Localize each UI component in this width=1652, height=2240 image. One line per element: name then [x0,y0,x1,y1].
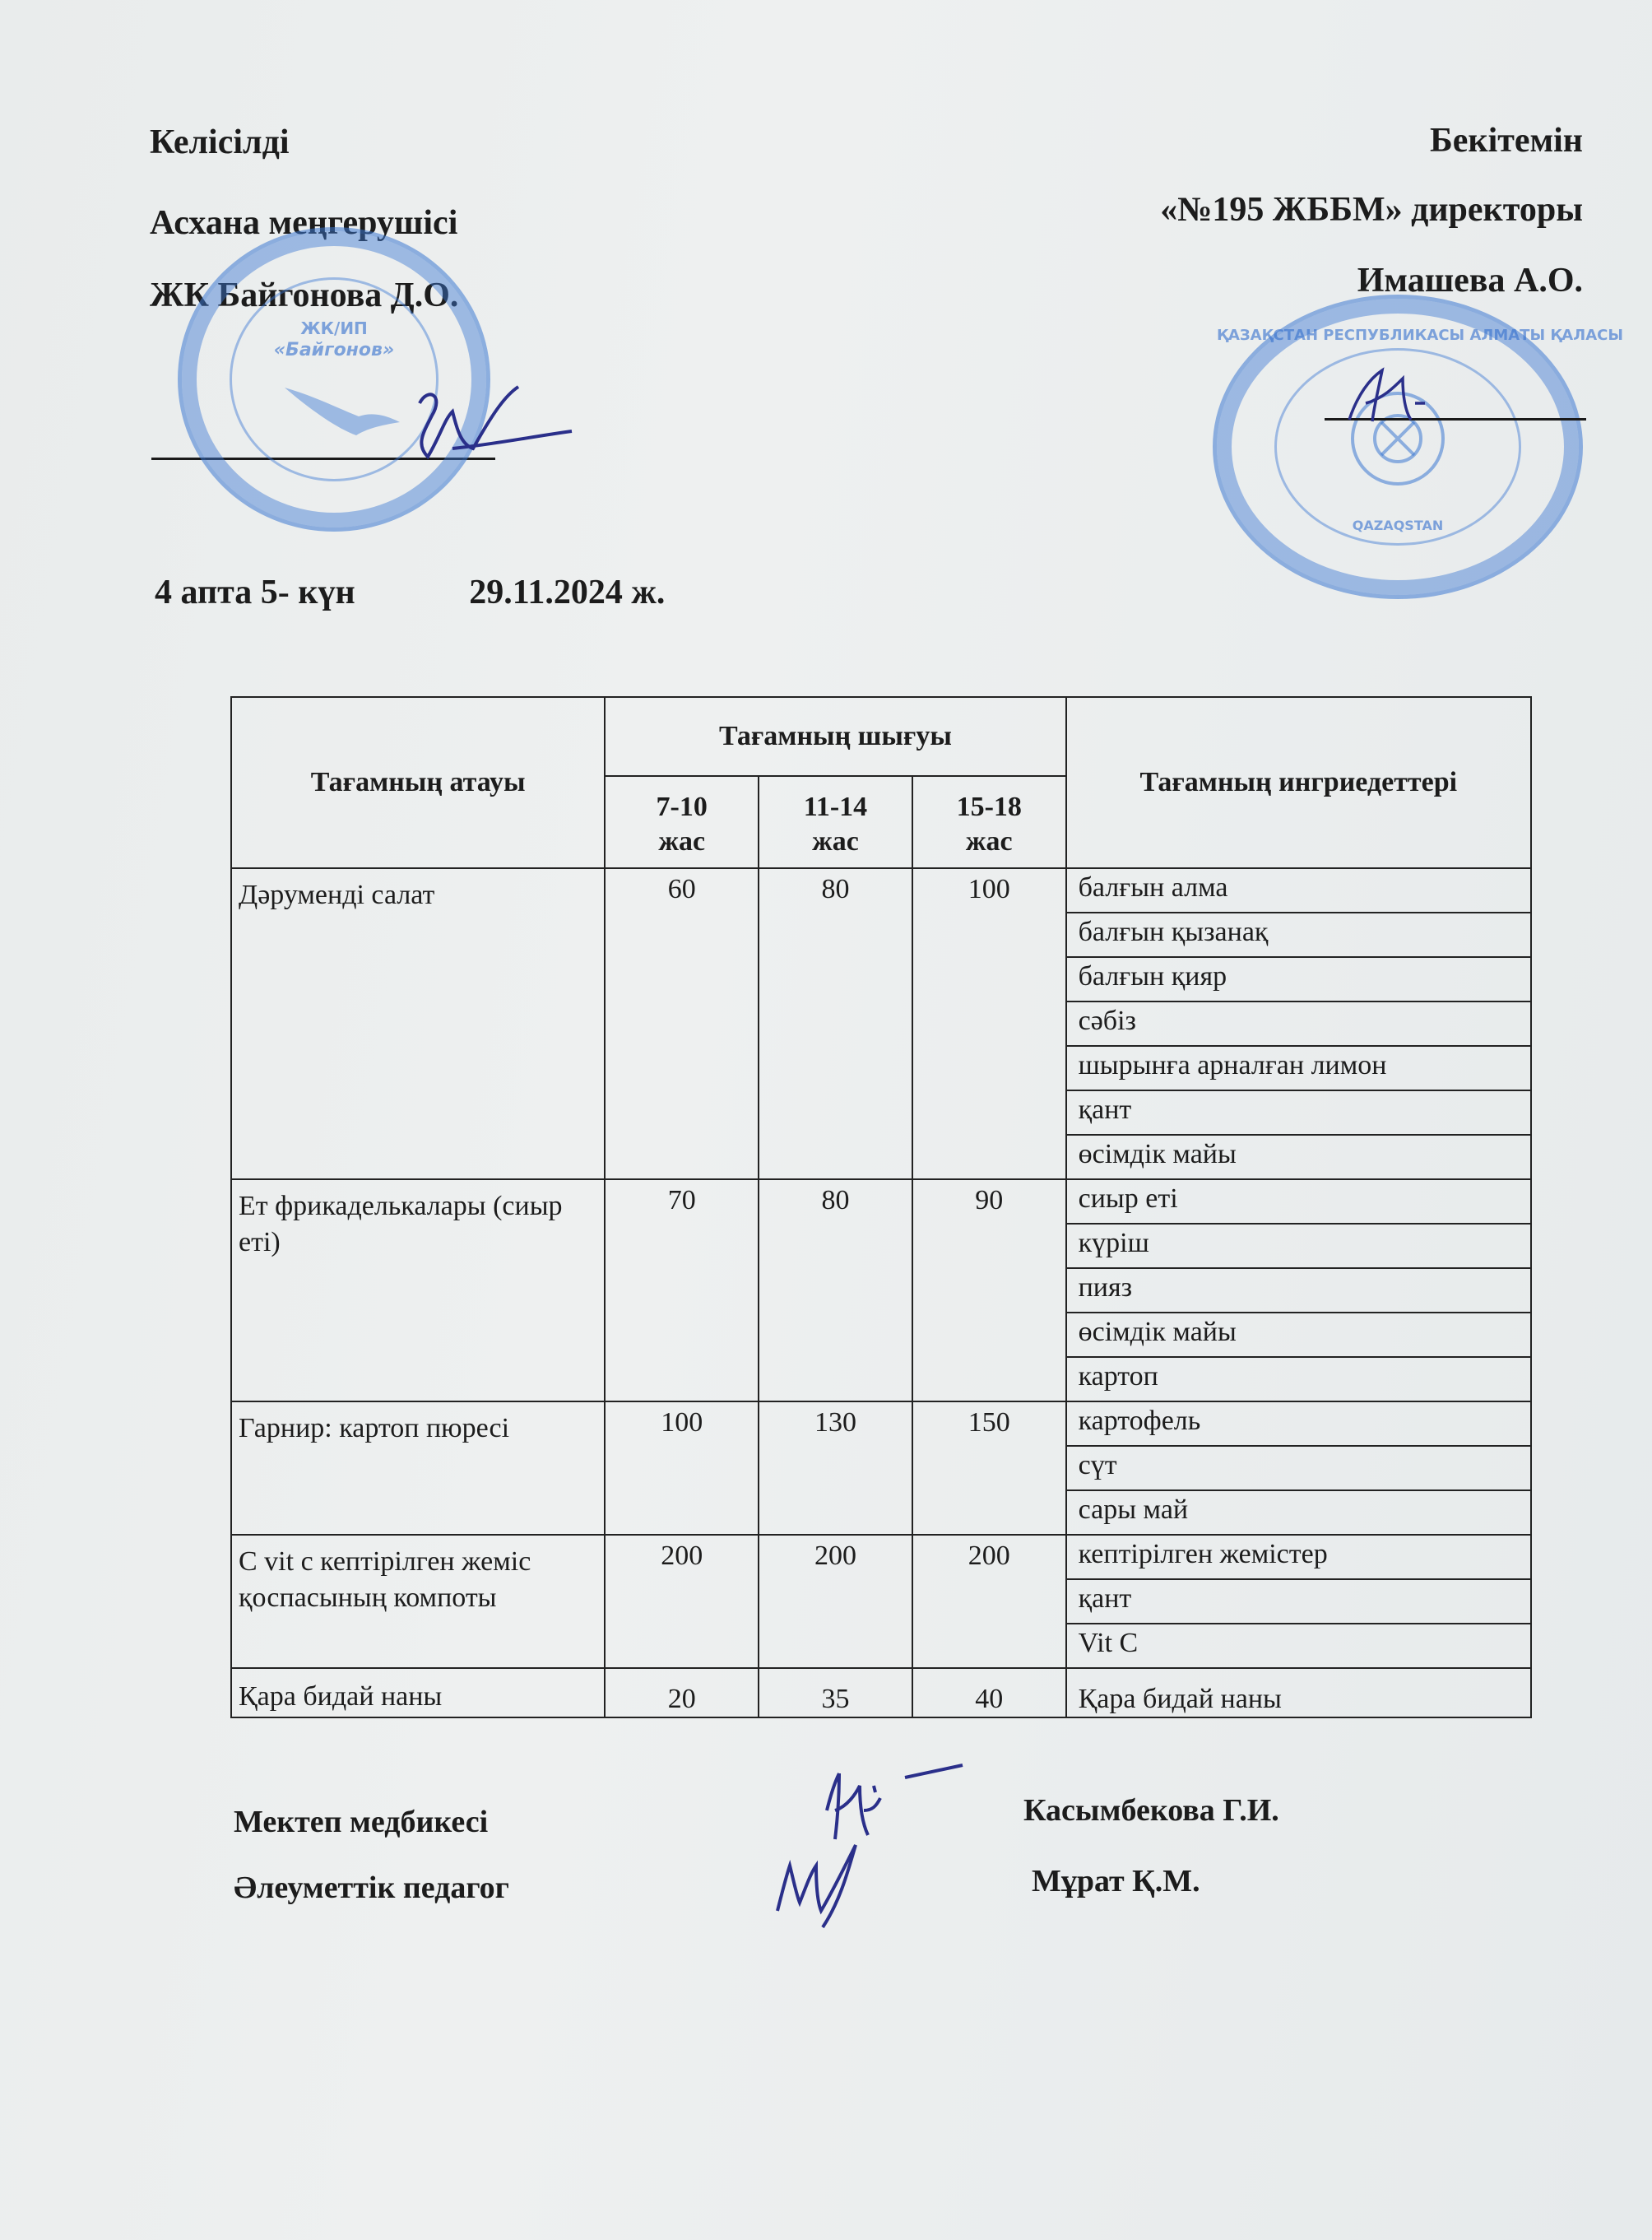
ingredient: Қара бидай наны [1066,1668,1531,1717]
ingredient: кептірілген жемістер [1066,1535,1531,1579]
menu-date: 29.11.2024 ж. [469,574,666,611]
header-output: Тағамның шығуы [605,697,1065,776]
table-row [231,1401,1531,1446]
nurse-name: Касымбекова Г.И. [1023,1793,1279,1828]
approved-label: Бекітемін [1429,122,1583,160]
canteen-head-signature [395,379,576,469]
header-age-15-18 [912,776,1066,868]
week-day-label: 4 апта 5- күн [155,574,355,611]
ingredient: сиыр еті [1066,1179,1531,1224]
ingredient: Vit C [1066,1624,1531,1668]
director-signature [1333,362,1448,428]
menu-table [230,696,1532,1718]
portion-11-14: 80 [759,868,912,1179]
age-unit: жас [812,826,859,857]
portion-15-18: 40 [912,1668,1066,1717]
canteen-head-position: Асхана меңгерушісі [150,204,458,242]
contractor-stamp-line2: «Байгонов» [273,340,395,360]
header-dish-name: Тағамның атауы [231,697,605,868]
portion-11-14: 130 [759,1401,912,1535]
portion-7-10: 200 [605,1535,759,1668]
school-stamp-ring-text: ҚАЗАҚСТАН РЕСПУБЛИКАСЫ АЛМАТЫ ҚАЛАСЫ [1217,327,1623,344]
table-row [231,868,1531,913]
canteen-head-name: ЖК Байгонова Д.О. [150,277,459,314]
ingredient: картоп [1066,1357,1531,1401]
ingredient: сәбіз [1066,1001,1531,1046]
portion-15-18: 90 [912,1179,1066,1401]
age-range: 11-14 [803,791,868,822]
age-unit: жас [658,826,706,857]
nurse-role: Мектеп медбикесі [234,1805,489,1839]
age-unit: жас [965,826,1013,857]
portion-11-14: 80 [759,1179,912,1401]
age-range: 7-10 [656,791,708,822]
social-pedagogue-name: Мұрат Қ.М. [1032,1864,1200,1898]
ingredient: өсімдік майы [1066,1135,1531,1179]
table-row [231,1668,1531,1717]
header-age-7-10 [605,776,759,868]
dish-name: Дәруменді салат [231,868,605,1179]
dish-name: Қара бидай наны [231,1668,605,1717]
dish-name: Гарнир: картоп пюресі [231,1401,605,1535]
school-stamp-inner-text: QAZAQSTAN [1352,518,1444,533]
eagle-icon [281,371,404,445]
ingredient: өсімдік майы [1066,1313,1531,1357]
header-age-11-14 [759,776,912,868]
ingredient: картофель [1066,1401,1531,1446]
ingredient: балғын алма [1066,868,1531,913]
portion-7-10: 20 [605,1668,759,1717]
director-position: «№195 ЖББМ» директоры [1160,191,1583,229]
portion-7-10: 70 [605,1179,759,1401]
ingredient: сүт [1066,1446,1531,1490]
menu-date-line [155,573,665,612]
portion-7-10: 60 [605,868,759,1179]
ingredient: қант [1066,1090,1531,1135]
ingredient: сары май [1066,1490,1531,1535]
school-stamp [1213,295,1623,599]
director-name: Имашева А.О. [1357,262,1583,300]
ingredient: пияз [1066,1268,1531,1313]
dish-name: Ет фрикаделькалары (сиыр еті) [231,1179,605,1401]
table-row [231,1535,1531,1579]
contractor-stamp-line1: ЖК/ИП [300,318,368,338]
portion-7-10: 100 [605,1401,759,1535]
ingredient: балғын қызанақ [1066,913,1531,957]
social-pedagogue-role: Әлеуметтік педагог [234,1871,509,1905]
ingredient: күріш [1066,1224,1531,1268]
portion-15-18: 200 [912,1535,1066,1668]
agreed-label: Келісілді [150,123,290,161]
header-ingredients: Тағамның ингриедеттері [1066,697,1531,868]
dish-name: С vit с кептірілген жеміс қоспасының компоты [231,1535,605,1668]
portion-11-14: 200 [759,1535,912,1668]
portion-15-18: 150 [912,1401,1066,1535]
ingredient: қант [1066,1579,1531,1624]
age-range: 15-18 [956,791,1022,822]
ingredient: балғын қияр [1066,957,1531,1001]
social-pedagogue-signature [765,1837,880,1936]
portion-15-18: 100 [912,868,1066,1179]
table-row [231,1179,1531,1224]
ingredient: шырынға арналған лимон [1066,1046,1531,1090]
portion-11-14: 35 [759,1668,912,1717]
